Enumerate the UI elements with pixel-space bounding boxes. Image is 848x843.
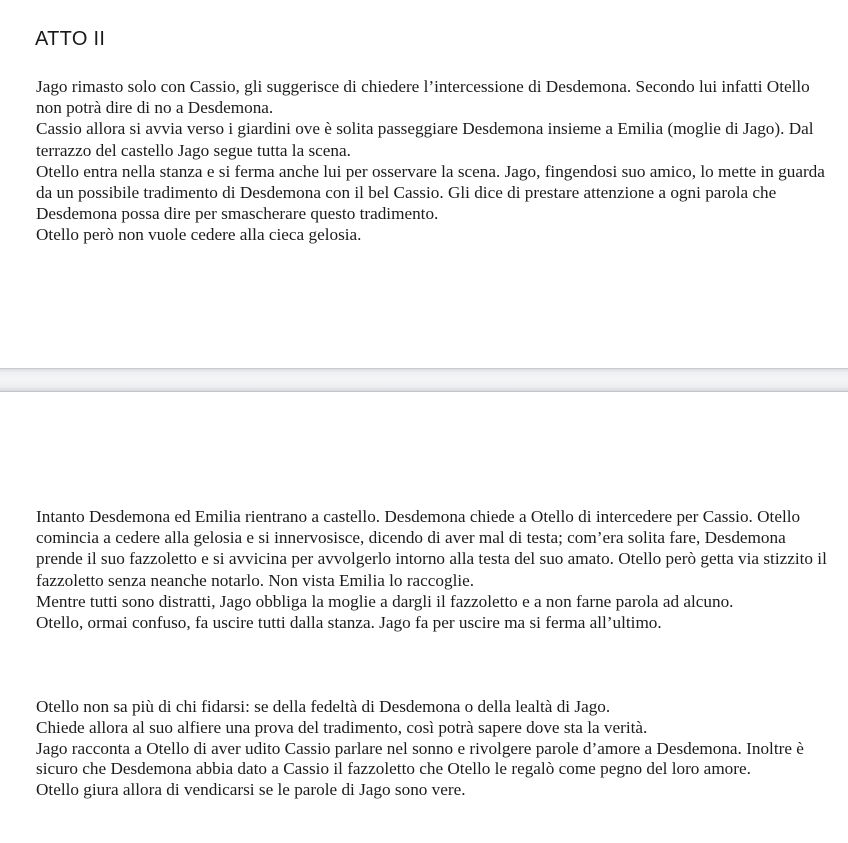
paragraph: Cassio allora si avvia verso i giardini ove è solita passeggiare Desdemona insieme a Emilia (moglie di Jago). Dal terrazzo del castello Jago segue tutta la scena.: [36, 119, 814, 160]
paragraph: Otello non sa più di chi fidarsi: se della fedeltà di Desdemona o della lealtà di Jago.: [36, 697, 611, 716]
paragraph: Chiede allora al suo alfiere una prova del tradimento, così potrà sapere dove sta la verità.: [36, 717, 648, 737]
section-3: [36, 697, 836, 801]
paragraph: Otello però non vuole cedere alla cieca gelosia.: [36, 225, 362, 245]
section-2: [36, 506, 836, 633]
paragraph: Mentre tutti sono distratti, Jago obbliga la moglie a dargli il fazzoletto e a non farne parola ad alcuno.: [36, 591, 734, 611]
paragraph: Otello, ormai confuso, fa uscire tutti dalla stanza. Jago fa per uscire ma si ferma all’ultimo.: [36, 613, 662, 633]
cut-off-text-line: [36, 0, 456, 4]
paragraph: Jago rimasto solo con Cassio, gli suggerisce di chiedere l’intercessione di Desdemona. Secondo lui infatti Otello non potrà dire di no a Desdemona.: [36, 77, 810, 118]
paragraph: Otello entra nella stanza e si ferma anche lui per osservare la scena. Jago, fingendosi suo amico, lo mette in guarda da un possibile tradimento di Desdemona con il bel Cassio. Gli dice di prestare attenzione a ogni parola che Desdemona possa dire per smascherare questo tradimento.: [36, 161, 825, 224]
paragraph: Intanto Desdemona ed Emilia rientrano a castello. Desdemona chiede a Otello di intercedere per Cassio. Otello comincia a cedere alla gelosia e si innervosisce, dicendo di aver mal di testa; com’era solita fare, Desdemona prende il suo fazzoletto e si avvicina per avvolgerlo intorno alla testa del suo amato. Otello però getta via stizzito il fazzoletto senza neanche notarlo. Non vista Emilia lo raccoglie.: [36, 507, 827, 590]
section-1: [36, 76, 836, 246]
act-heading: ATTO II: [35, 28, 106, 50]
page-break-divider: [0, 369, 848, 391]
paragraph: Jago racconta a Otello di aver udito Cassio parlare nel sonno e rivolgere parole d’amore a Desdemona. Inoltre è sicuro che Desdemona abbia dato a Cassio il fazzoletto che Otello le regalò come pegno del loro amore.: [36, 738, 804, 779]
paragraph: Otello giura allora di vendicarsi se le parole di Jago sono vere.: [36, 780, 466, 800]
page-break-edge-bottom: [0, 391, 848, 392]
